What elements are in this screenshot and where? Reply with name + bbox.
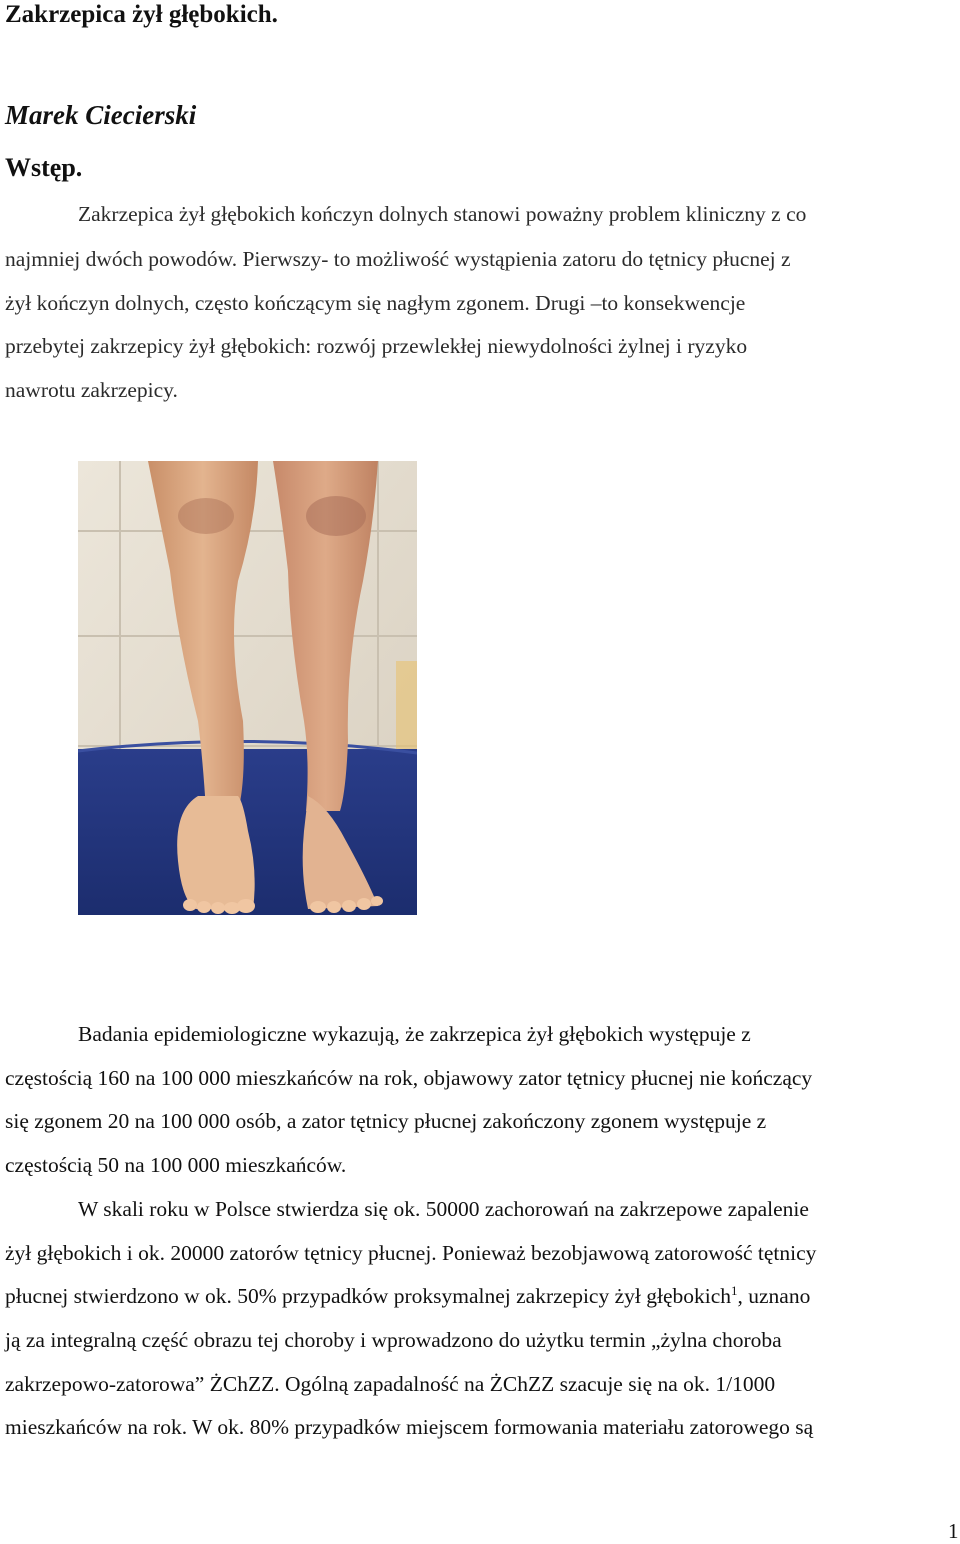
- intro-line: żył kończyn dolnych, często kończącym się nagłym zgonem. Drugi –to konsekwencje: [5, 291, 746, 315]
- intro-line: najmniej dwóch powodów. Pierwszy- to możliwość wystąpienia zatoru do tętnicy płucnej z: [5, 247, 791, 271]
- intro-line: przebytej zakrzepicy żył głębokich: rozwój przewlekłej niewydolności żylnej i ryzyko: [5, 334, 748, 358]
- poland-line: zakrzepowo-zatorowa” ŻChZZ. Ogólną zapadalność na ŻChZZ szacuje się na ok. 1/1000: [5, 1372, 776, 1396]
- poland-line: żył głębokich i ok. 20000 zatorów tętnicy płucnej. Ponieważ bezobjawową zatorowość tętnicy: [5, 1241, 817, 1265]
- footnote-reference[interactable]: 1: [731, 1282, 738, 1298]
- poland-line: mieszkańców na rok. W ok. 80% przypadków miejscem formowania materiału zatorowego są: [5, 1415, 814, 1439]
- document-title: Zakrzepica żył głębokich.: [5, 1, 278, 28]
- author-name: Marek Ciecierski: [5, 100, 197, 130]
- poland-line: W skali roku w Polsce stwierdza się ok. 50000 zachorowań na zakrzepowe zapalenie: [78, 1197, 809, 1221]
- legs-photo: [78, 461, 417, 915]
- page-number: 1: [948, 1519, 959, 1543]
- epidemiology-line: częstością 50 na 100 000 mieszkańców.: [5, 1153, 347, 1177]
- epidemiology-line: się zgonem 20 na 100 000 osób, a zator tętnicy płucnej zakończony zgonem występuje z: [5, 1109, 767, 1133]
- poland-line: ją za integralną część obrazu tej choroby i wprowadzono do użytku termin „żylna choroba: [5, 1328, 782, 1352]
- poland-line: [5, 1281, 810, 1311]
- epidemiology-line: Badania epidemiologiczne wykazują, że zakrzepica żył głębokich występuje z: [78, 1022, 751, 1046]
- intro-line: Zakrzepica żył głębokich kończyn dolnych stanowi poważny problem kliniczny z co: [78, 202, 807, 226]
- section-heading: Wstęp.: [5, 153, 83, 182]
- epidemiology-line: częstością 160 na 100 000 mieszkańców na rok, objawowy zator tętnicy płucnej nie kończący: [5, 1066, 813, 1090]
- intro-line: nawrotu zakrzepicy.: [5, 378, 178, 402]
- poland-line-text: płucnej stwierdzono w ok. 50% przypadków proksymalnej zakrzepicy żył głębokich: [5, 1284, 732, 1308]
- poland-line-text: , uznano: [737, 1284, 811, 1308]
